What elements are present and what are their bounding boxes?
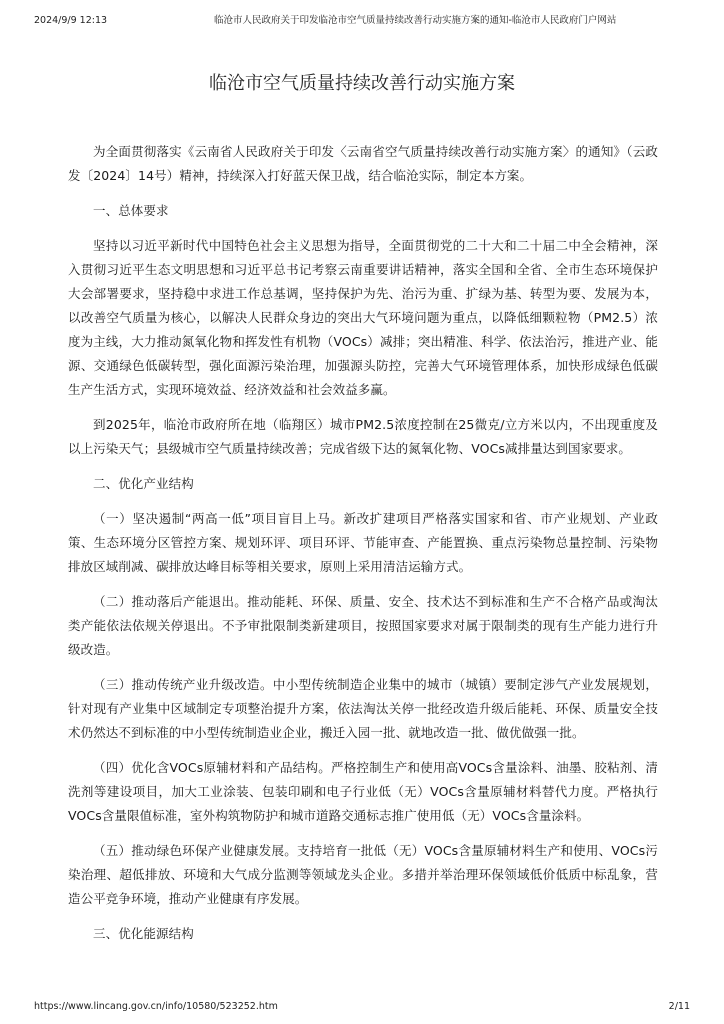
document-body [68,140,658,957]
print-page-number: 2/11 [668,1001,690,1012]
item-paragraph-5: （五）推动绿色环保产业健康发展。支持培育一批低（无）VOCs含量原辅材料生产和使用、VOCs污染治理、超低排放、环境和大气成分监测等领域龙头企业。多措并举治理环保领域低价低质中标乱象，营造公平竞争环境，推动产业健康有序发展。 [68,843,658,906]
document-title: 临沧市空气质量持续改善行动实施方案 [209,73,515,94]
item-paragraph-3: （三）推动传统产业升级改造。中小型传统制造企业集中的城市（城镇）要制定涉气产业发展规划，针对现有产业集中区域制定专项整治提升方案，依法淘汰关停一批经改造升级后能耗、环保、质量安全技术仍然达不到标准的中小型传统制造业企业，搬迁入园一批、就地改造一批、做优做强一批。 [68,677,658,740]
print-url: https://www.lincang.gov.cn/info/10580/523252.htm [34,1001,278,1012]
print-footer [34,1000,690,1014]
intro-paragraph: 为全面贯彻落实《云南省人民政府关于印发〈云南省空气质量持续改善行动实施方案〉的通知》（云政发〔2024〕14号）精神，持续深入打好蓝天保卫战，结合临沧实际，制定本方案。 [68,144,658,183]
section-heading-general-requirements: 一、总体要求 [93,203,169,218]
general-requirements-paragraph: 坚持以习近平新时代中国特色社会主义思想为指导，全面贯彻党的二十大和二十届二中全会精神，深入贯彻习近平生态文明思想和习近平总书记考察云南重要讲话精神，落实全国和全省、全市生态环境保护大会部署要求，坚持稳中求进工作总基调，坚持保护为先、治污为重、扩绿为基、转型为要、发展为本，以改善空气质量为核心，以解决人民群众身边的突出大气环境问题为重点，以降低细颗粒物（PM2.5）浓度为主线，大力推动氮氧化物和挥发性有机物（VOCs）减排；突出精准、科学、依法治污，推进产业、能源、交通绿色低碳转型，强化面源污染治理，加强源头防控，完善大气环境管理体系，加快形成绿色低碳生产生活方式，实现环境效益、经济效益和社会效益多赢。 [68,238,658,397]
item-paragraph-4: （四）优化含VOCs原辅材料和产品结构。严格控制生产和使用高VOCs含量涂料、油墨、胶粘剂、清洗剂等建设项目，加大工业涂装、包装印刷和电子行业低（无）VOCs含量原辅材料替代力度。严格执行VOCs含量限值标准，室外构筑物防护和城市道路交通标志推广使用低（无）VOCs含量涂料。 [68,760,658,823]
item-paragraph-1: （一）坚决遏制“两高一低”项目盲目上马。新改扩建项目严格落实国家和省、市产业规划、产业政策、生态环境分区管控方案、规划环评、项目环评、节能审查、产能置换、重点污染物总量控制、污染物排放区域削减、碳排放达峰目标等相关要求，原则上采用清洁运输方式。 [68,511,658,574]
section-heading-energy-structure: 三、优化能源结构 [93,926,194,941]
print-page-title: 临沧市人民政府关于印发临沧市空气质量持续改善行动实施方案的通知-临沧市人民政府门户网站 [214,15,617,26]
item-paragraph-2: （二）推动落后产能退出。推动能耗、环保、质量、安全、技术达不到标准和生产不合格产品或淘汰类产能依法依规关停退出。不予审批限制类新建项目，按照国家要求对属于限制类的现有生产能力进行升级改造。 [68,594,658,657]
section-heading-industrial-structure: 二、优化产业结构 [93,476,194,491]
print-header [34,14,690,28]
print-datetime: 2024/9/9 12:13 [34,15,108,26]
targets-paragraph: 到2025年，临沧市政府所在地（临翔区）城市PM2.5浓度控制在25微克/立方米以内，不出现重度及以上污染天气；县级城市空气质量持续改善；完成省级下达的氮氧化物、VOCs减排量达到国家要求。 [68,417,658,456]
